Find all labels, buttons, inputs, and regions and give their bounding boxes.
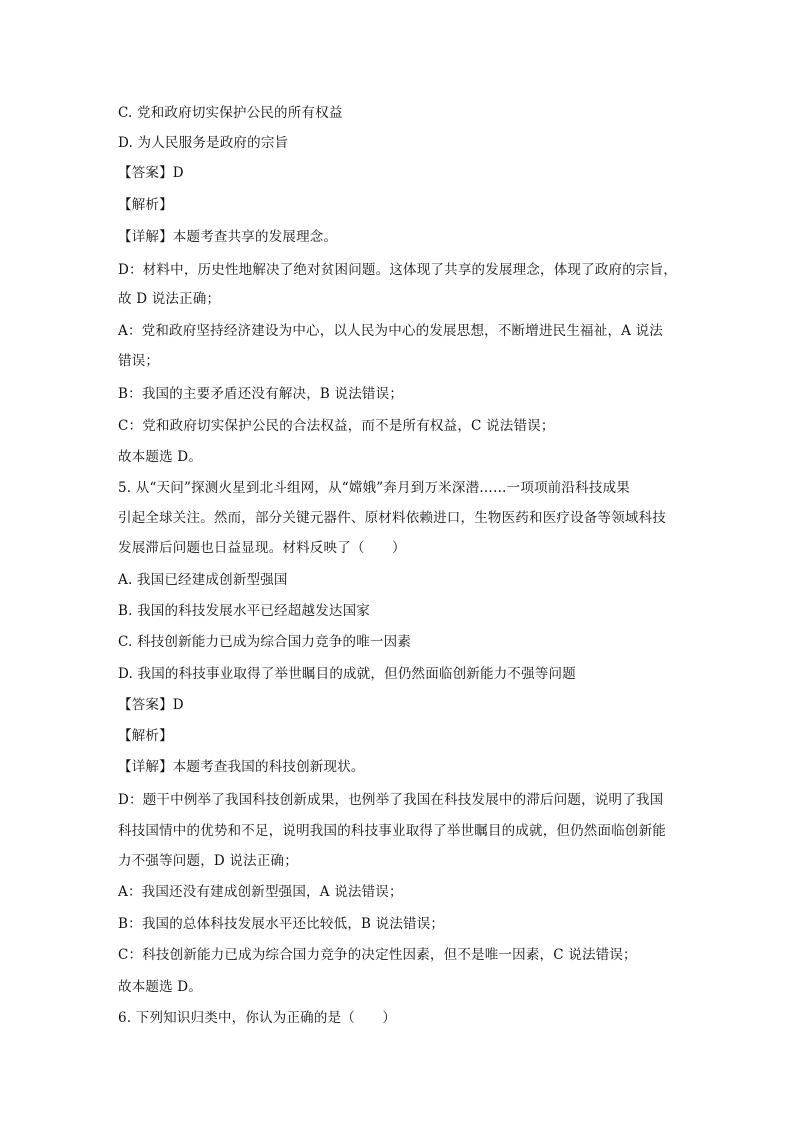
- q5-explain-d-2: 科技国情中的优势和不足，说明我国的科技事业取得了举世瞩目的成就，但仍然面临创新能: [118, 823, 666, 839]
- q5-conclusion: 故本题选 D。: [118, 979, 203, 995]
- q6-stem: 6. 下列知识归类中，你认为正确的是（ ）: [118, 1010, 397, 1026]
- q4-explain-d-2: 故 D 说法正确；: [118, 291, 221, 307]
- q5-option-a: A. 我国已经建成创新型强国: [118, 572, 288, 588]
- q4-explain-d-1: D：材料中，历史性地解决了绝对贫困问题。这体现了共享的发展理念，体现了政府的宗旨，: [118, 262, 678, 278]
- q4-explain-a-1: A：党和政府坚持经济建设为中心，以人民为中心的发展思想，不断增进民生福祉，A 说法: [118, 323, 663, 339]
- q4-answer: 【答案】D: [118, 165, 184, 181]
- q5-explain-c: C：科技创新能力已成为综合国力竞争的决定性因素，但不是唯一因素，C 说法错误；: [118, 947, 637, 963]
- q5-explain-d-3: 力不强等问题，D 说法正确；: [118, 853, 298, 869]
- q5-answer: 【答案】D: [118, 697, 184, 713]
- q5-analysis-heading: 【解析】: [118, 728, 173, 744]
- q4-explain-b: B：我国的主要矛盾还没有解决，B 说法错误；: [118, 386, 404, 402]
- q4-detail: 【详解】本题考查共享的发展理念。: [118, 229, 338, 245]
- q4-option-d: D. 为人民服务是政府的宗旨: [118, 135, 289, 151]
- q5-option-c: C. 科技创新能力已成为综合国力竞争的唯一因素: [118, 634, 412, 650]
- q4-explain-c: C：党和政府切实保护公民的合法权益，而不是所有权益，C 说法错误；: [118, 418, 555, 434]
- q5-option-b: B. 我国的科技发展水平已经超越发达国家: [118, 603, 371, 619]
- q4-explain-a-2: 错误；: [118, 353, 160, 369]
- q5-stem-1: 5. 从“天问”探测火星到北斗组网，从“嫦娥”奔月到万米深潜……一项项前沿科技成果: [118, 480, 630, 496]
- q5-stem-2: 引起全球关注。然而，部分关键元器件、原材料依赖进口，生物医药和医疗设备等领域科技: [118, 510, 666, 526]
- q5-option-d: D. 我国的科技事业取得了举世瞩目的成就，但仍然面临创新能力不强等问题: [118, 666, 576, 682]
- q5-explain-d-1: D：题干中例举了我国科技创新成果，也例举了我国在科技发展中的滞后问题，说明了我国: [118, 792, 664, 808]
- q5-detail: 【详解】本题考查我国的科技创新现状。: [118, 759, 365, 775]
- q4-conclusion: 故本题选 D。: [118, 449, 203, 465]
- q5-explain-b: B：我国的总体科技发展水平还比较低，B 说法错误；: [118, 916, 445, 932]
- q5-stem-3: 发展滞后问题也日益显现。材料反映了（ ）: [118, 540, 406, 556]
- q4-analysis-heading: 【解析】: [118, 197, 173, 213]
- q4-option-c: C. 党和政府切实保护公民的所有权益: [118, 105, 343, 121]
- q5-explain-a: A：我国还没有建成创新型强国，A 说法错误；: [118, 884, 403, 900]
